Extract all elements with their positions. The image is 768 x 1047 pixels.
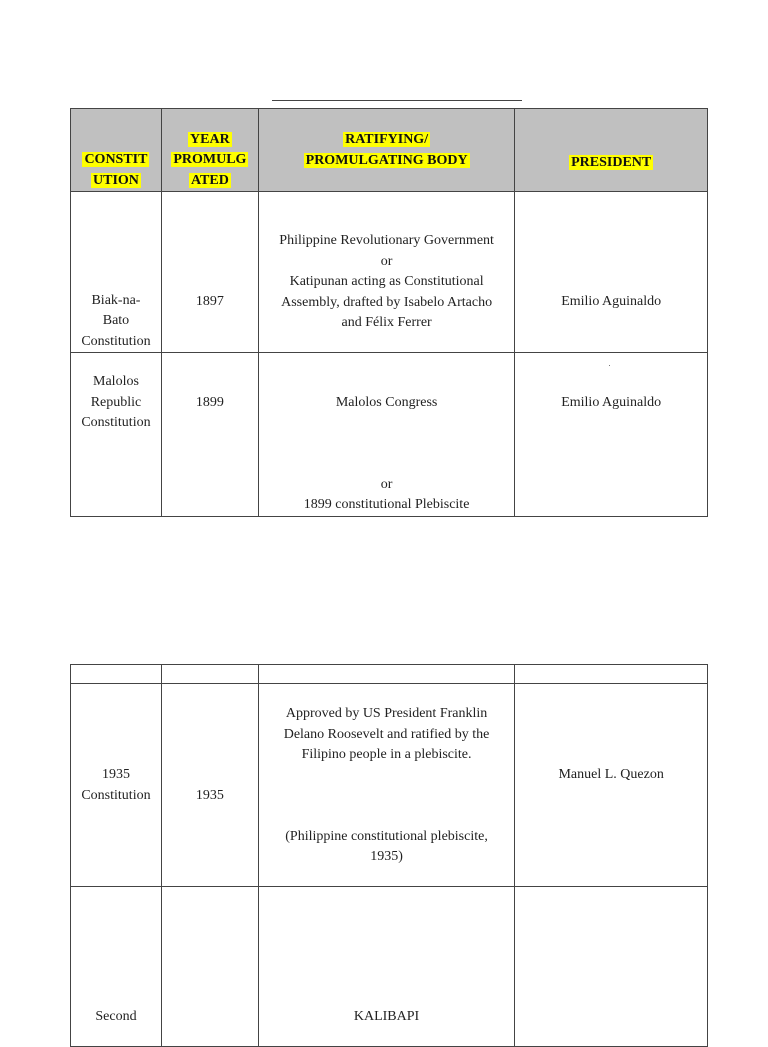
constitutions-table-1 bbox=[70, 108, 708, 517]
cell-body: KALIBAPI bbox=[258, 887, 515, 1047]
table-row bbox=[71, 887, 708, 1047]
cell-empty bbox=[71, 665, 162, 684]
header-year bbox=[161, 109, 258, 192]
cell-president: Manuel L. Quezon bbox=[515, 684, 708, 887]
cell-body: Malolos Congress or 1899 constitutional Plebiscite bbox=[258, 353, 515, 517]
constitutions-table-2 bbox=[70, 664, 708, 1047]
cell-president: Emilio Aguinaldo bbox=[515, 192, 708, 353]
header-president bbox=[515, 109, 708, 192]
header-year-line1: YEAR bbox=[190, 131, 230, 147]
header-constitution-line2: UTION bbox=[93, 172, 139, 188]
header-constitution bbox=[71, 109, 162, 192]
table-row bbox=[71, 192, 708, 353]
header-body-line2: PROMULGATING BODY bbox=[305, 152, 468, 168]
cell-constitution: 1935 Constitution bbox=[71, 684, 162, 887]
cell-body: Philippine Revolutionary Government or Katipunan acting as Constitutional Assembly, drafted by Isabelo Artacho and Félix Ferrer bbox=[258, 192, 515, 353]
header-row bbox=[71, 109, 708, 192]
cell-constitution: Second bbox=[71, 887, 162, 1047]
stray-mark bbox=[609, 365, 610, 366]
cell-president: Emilio Aguinaldo bbox=[515, 353, 708, 517]
cell-year: 1897 bbox=[161, 192, 258, 353]
table-row bbox=[71, 684, 708, 887]
cell-year: 1899 bbox=[161, 353, 258, 517]
header-body-line1: RATIFYING/ bbox=[345, 132, 429, 147]
header-constitution-line1: CONSTIT bbox=[84, 152, 148, 167]
table-row bbox=[71, 353, 708, 517]
body-main: Malolos Congress bbox=[335, 395, 438, 410]
cell-president bbox=[515, 887, 708, 1047]
cell-year bbox=[161, 887, 258, 1047]
cell-body: Approved by US President Franklin Delano Roosevelt and ratified by the Filipino people in a plebiscite. (Philippine constitutional plebiscite, 1935) bbox=[258, 684, 515, 887]
header-year-line3: ATED bbox=[190, 172, 229, 188]
header-year-line2: PROMULG bbox=[173, 152, 247, 167]
header-body bbox=[258, 109, 515, 192]
cell-constitution: Malolos Republic Constitution bbox=[71, 353, 162, 517]
cell-year: 1935 bbox=[161, 684, 258, 887]
header-president-label: PRESIDENT bbox=[571, 154, 652, 170]
table-top-border bbox=[272, 100, 522, 101]
cell-empty bbox=[161, 665, 258, 684]
table-row bbox=[71, 665, 708, 684]
cell-constitution: Biak-na- Bato Constitution bbox=[71, 192, 162, 353]
cell-empty bbox=[258, 665, 515, 684]
cell-empty bbox=[515, 665, 708, 684]
